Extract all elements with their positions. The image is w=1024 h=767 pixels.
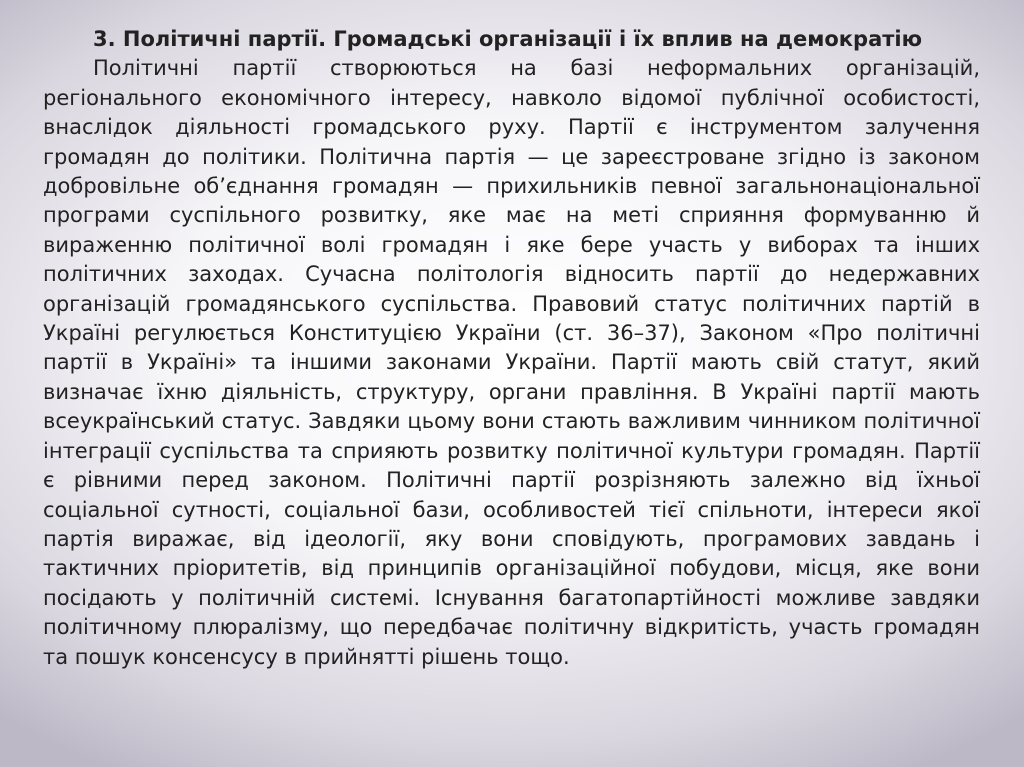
- slide-heading: 3. Політичні партії. Громадські організації і їх вплив на демократію: [93, 27, 923, 51]
- slide-content: [43, 25, 980, 672]
- slide-paragraph: Політичні партії створюються на базі неформальних організацій, регіонального економічного інтересу, навколо відомої публічної особистості, внаслідок діяльності громадського руху. Партії є інструментом залучення громадян до політики. Політична партія — це зареєстроване згідно із законом добровільне об’єднання громадян — прихильників певної загальнонаціональної програми суспільного розвитку, яке має на меті сприяння формуванню й вираженню політичної волі громадян і яке бере участь у виборах та інших політичних заходах. Сучасна політологія відносить партії до недержавних організацій громадянського суспільства. Правовий статус політичних партій в Україні регулюється Конституцією України (ст. 36–37), Законом «Про політичні партії в Україні» та іншими законами України. Партії мають свій статут, який визначає їхню діяльність, структуру, органи правління. В Україні партії мають всеукраїнський статус. Завдяки цьому вони стають важливим чинником політичної інтеграції суспільства та сприяють розвитку політичної культури громадян. Партії є рівними перед законом. Політичні партії розрізняють залежно від їхньої соціальної сутності, соціальної бази, особливостей тієї спільноти, інтереси якої партія виражає, від ідеології, яку вони сповідують, програмових завдань і тактичних пріоритетів, від принципів організаційної побудови, місця, яке вони посідають у політичній системі. Існування багатопартійності можливе завдяки політичному плюралізму, що передбачає політичну відкритість, участь громадян та пошук консенсусу в прийнятті рішень тощо.: [43, 56, 980, 669]
